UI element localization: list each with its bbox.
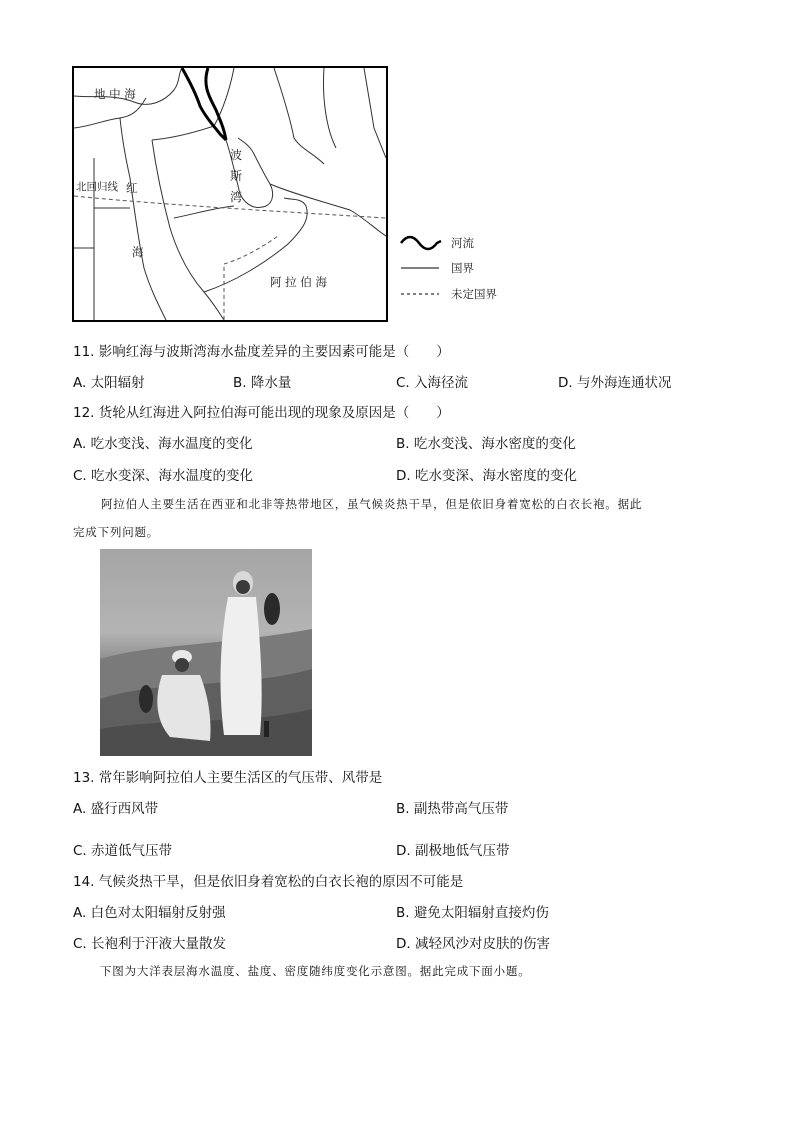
border-8: [364, 68, 386, 158]
legend-border-label: 国界: [451, 261, 474, 275]
question-14-option-d[interactable]: D. 减轻风沙对皮肤的伤害: [396, 936, 550, 952]
wavy-river-line-icon: [399, 235, 443, 251]
persian-gulf-char-2: 斯: [230, 169, 243, 183]
legend-river-label: 河流: [451, 236, 474, 250]
question-12-option-c[interactable]: C. 吃水变深、海水温度的变化: [73, 468, 254, 484]
question-12-option-a[interactable]: A. 吃水变浅、海水温度的变化: [73, 436, 253, 452]
iran-coast: [270, 184, 386, 236]
question-14-option-c[interactable]: C. 长袍利于汗液大量散发: [73, 936, 227, 952]
arabian-sea-label: 阿 拉 伯 海: [270, 275, 327, 289]
middle-east-map: [72, 66, 388, 322]
tropic-label: 北回归线: [76, 181, 118, 193]
undefined-border-1: [224, 236, 278, 264]
question-12-option-b[interactable]: B. 吃水变浅、海水密度的变化: [396, 436, 576, 452]
question-11-option-b[interactable]: B. 降水量: [233, 375, 292, 391]
question-11-option-c[interactable]: C. 入海径流: [396, 375, 469, 391]
arab-intro-paragraph: [73, 490, 733, 546]
mediterranean-label: 地 中 海: [94, 87, 136, 101]
question-13-option-d[interactable]: D. 副极地低气压带: [396, 843, 510, 859]
red-sea-label-1: 红: [126, 181, 138, 195]
border-3: [274, 68, 324, 164]
question-12-option-d[interactable]: D. 吃水变深、海水密度的变化: [396, 468, 577, 484]
photo-drawing: [100, 549, 312, 756]
arab-desert-photo: [100, 549, 312, 756]
persian-gulf-char-1: 波: [230, 148, 243, 162]
persian-gulf-char-3: 湾: [230, 190, 243, 204]
question-11-stem: 11. 影响红海与波斯湾海水盐度差异的主要因素可能是（ ）: [73, 344, 450, 360]
question-11-option-d[interactable]: D. 与外海连通状况: [558, 375, 672, 391]
persian-gulf-label: [230, 145, 242, 208]
dashed-border-line-icon: [399, 286, 443, 302]
nile-coast: [120, 118, 130, 178]
red-sea-label-2: 海: [132, 245, 144, 259]
solid-border-line-icon: [399, 260, 443, 276]
border-9: [174, 206, 234, 218]
question-14-stem: 14. 气候炎热干旱，但是依旧身着宽松的白衣长袍的原因不可能是: [73, 874, 464, 890]
red-sea-east-coast: [152, 140, 224, 320]
legend-undefined-border-label: 未定国界: [451, 287, 497, 301]
arab-intro-line-2: 完成下列问题。: [73, 525, 160, 539]
border-2: [214, 68, 234, 126]
ocean-intro-paragraph: 下图为大洋表层海水温度、盐度、密度随纬度变化示意图。据此完成下面小题。: [100, 964, 531, 978]
question-13-option-a[interactable]: A. 盛行西风带: [73, 801, 159, 817]
question-13-option-b[interactable]: B. 副热带高气压带: [396, 801, 509, 817]
border-4: [324, 68, 337, 148]
question-14-option-a[interactable]: A. 白色对太阳辐射反射强: [73, 905, 226, 921]
arab-intro-line-1: 阿拉伯人主要生活在西亚和北非等热带地区，虽气候炎热干旱，但是依旧身着宽松的白衣长袍。据此: [101, 497, 643, 511]
question-12-stem: 12. 货轮从红海进入阿拉伯海可能出现的现象及原因是（ ）: [73, 405, 450, 421]
question-13-option-c[interactable]: C. 赤道低气压带: [73, 843, 173, 859]
question-11-option-a[interactable]: A. 太阳辐射: [73, 375, 145, 391]
question-13-stem: 13. 常年影响阿拉伯人主要生活区的气压带、风带是: [73, 770, 383, 786]
question-14-option-b[interactable]: B. 避免太阳辐射直接灼伤: [396, 905, 549, 921]
border-1: [152, 126, 214, 140]
